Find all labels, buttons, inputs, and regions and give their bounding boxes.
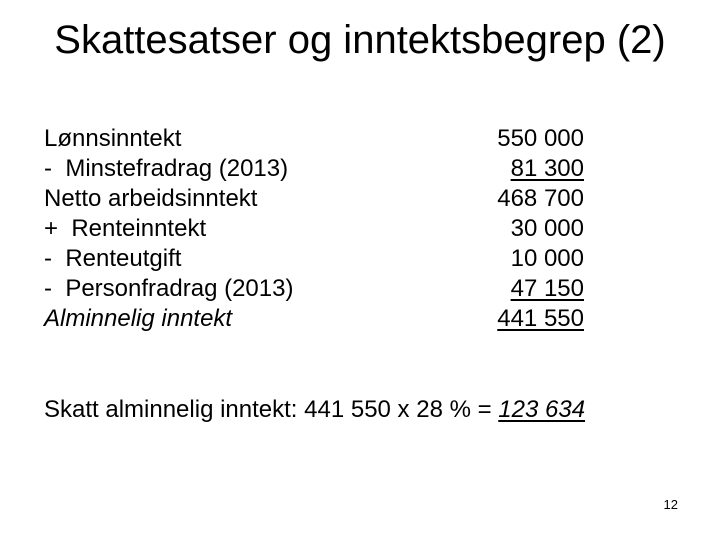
item-amount: 468 700 xyxy=(497,185,584,212)
list-item xyxy=(44,154,584,184)
list-item xyxy=(44,124,584,154)
item-label: Lønnsinntekt xyxy=(44,125,182,152)
tax-result-value: 123 634 xyxy=(498,396,586,423)
item-label: - Minstefradrag (2013) xyxy=(44,155,289,182)
list-item xyxy=(44,274,584,304)
item-amount: 47 150 xyxy=(510,275,584,302)
item-amount: 81 300 xyxy=(510,155,584,182)
page-number: 12 xyxy=(663,497,678,512)
item-label: Alminnelig inntekt xyxy=(44,305,233,332)
slide-title: Skattesatser og inntektsbegrep (2) xyxy=(54,18,666,62)
list-item xyxy=(44,304,584,334)
list-item xyxy=(44,184,584,214)
item-label: - Renteutgift xyxy=(44,245,182,272)
item-label: - Personfradrag (2013) xyxy=(44,275,294,302)
item-label: Netto arbeidsinntekt xyxy=(44,185,258,212)
list-item xyxy=(44,214,584,244)
item-amount: 441 550 xyxy=(497,305,584,332)
item-label: + Renteinntekt xyxy=(44,215,207,242)
tax-result-line xyxy=(44,395,585,425)
item-amount: 550 000 xyxy=(497,125,584,152)
item-amount: 30 000 xyxy=(510,215,584,242)
tax-result-text: Skatt alminnelig inntekt: 441 550 x 28 % = xyxy=(44,396,499,423)
income-calculation-list xyxy=(44,124,584,334)
item-amount: 10 000 xyxy=(510,245,584,272)
list-item xyxy=(44,244,584,274)
